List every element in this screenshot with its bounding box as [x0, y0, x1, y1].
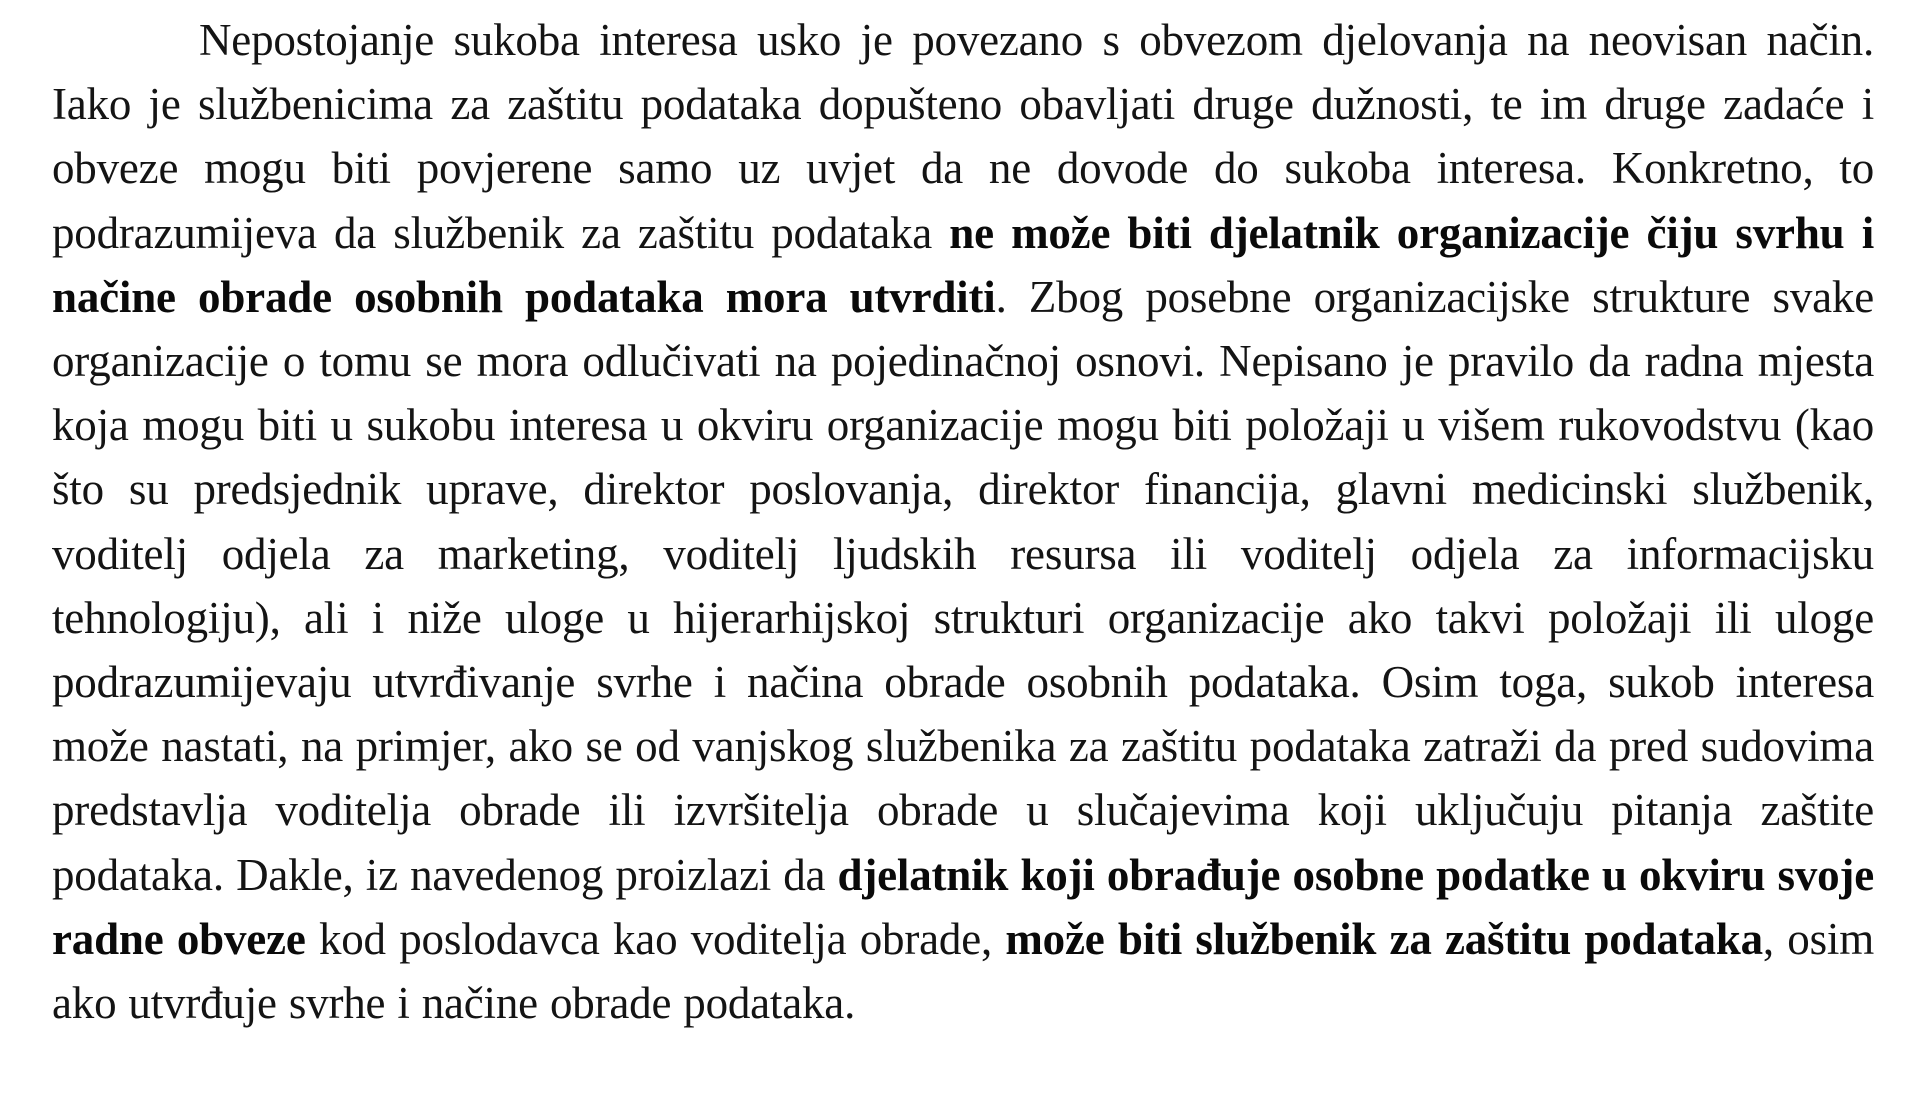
- text-segment: Nepostojanje sukoba interesa usko je povezano s obvezom djelovanja na neovisan način. Iako je službenicima za zaštitu podataka dopušteno obavljati druge dužnosti, te im druge zadaće i obveze mogu biti povjerene samo uz uvjet da ne dovode do sukoba interesa. Konkretno, to podrazumijeva da službenik za zaštitu podataka: [52, 15, 1874, 258]
- document-page: [52, 8, 1874, 1098]
- bold-text-segment: može biti službenik za zaštitu podataka: [1005, 913, 1763, 964]
- bold-text-segment: ne može biti djelatnik organizacije čiju svrhu i načine obrade osobnih podataka mora utvrditi: [52, 207, 1874, 322]
- bold-text-segment: djelatnik koji obrađuje osobne podatke u okviru svoje radne obveze: [52, 849, 1874, 964]
- text-segment: kod poslodavca kao voditelja obrade,: [305, 913, 1006, 964]
- text-segment: , osim ako utvrđuje svrhe i načine obrade podataka.: [52, 913, 1874, 1029]
- body-paragraph: [52, 8, 1874, 1035]
- text-segment: . Zbog posebne organizacijske strukture svake organizacije o tomu se mora odlučivati na pojedinačnoj osnovi. Nepisano je pravilo da radna mjesta koja mogu biti u sukobu interesa u okviru organizacije mogu biti položaji u višem rukovodstvu (kao što su predsjednik uprave, direktor poslovanja, direktor financija, glavni medicinski službenik, voditelj odjela za marketing, voditelj ljudskih resursa ili voditelj odjela za informacijsku tehnologiju), ali i niže uloge u hijerarhijskoj strukturi organizacije ako takvi položaji ili uloge podrazumijevaju utvrđivanje svrhe i načina obrade osobnih podataka. Osim toga, sukob interesa može nastati, na primjer, ako se od vanjskog službenika za zaštitu podataka zatraži da pred sudovima predstavlja voditelja obrade ili izvršitelja obrade u slučajevima koji uključuju pitanja zaštite podataka. Dakle, iz navedenog proizlazi da: [52, 271, 1874, 900]
